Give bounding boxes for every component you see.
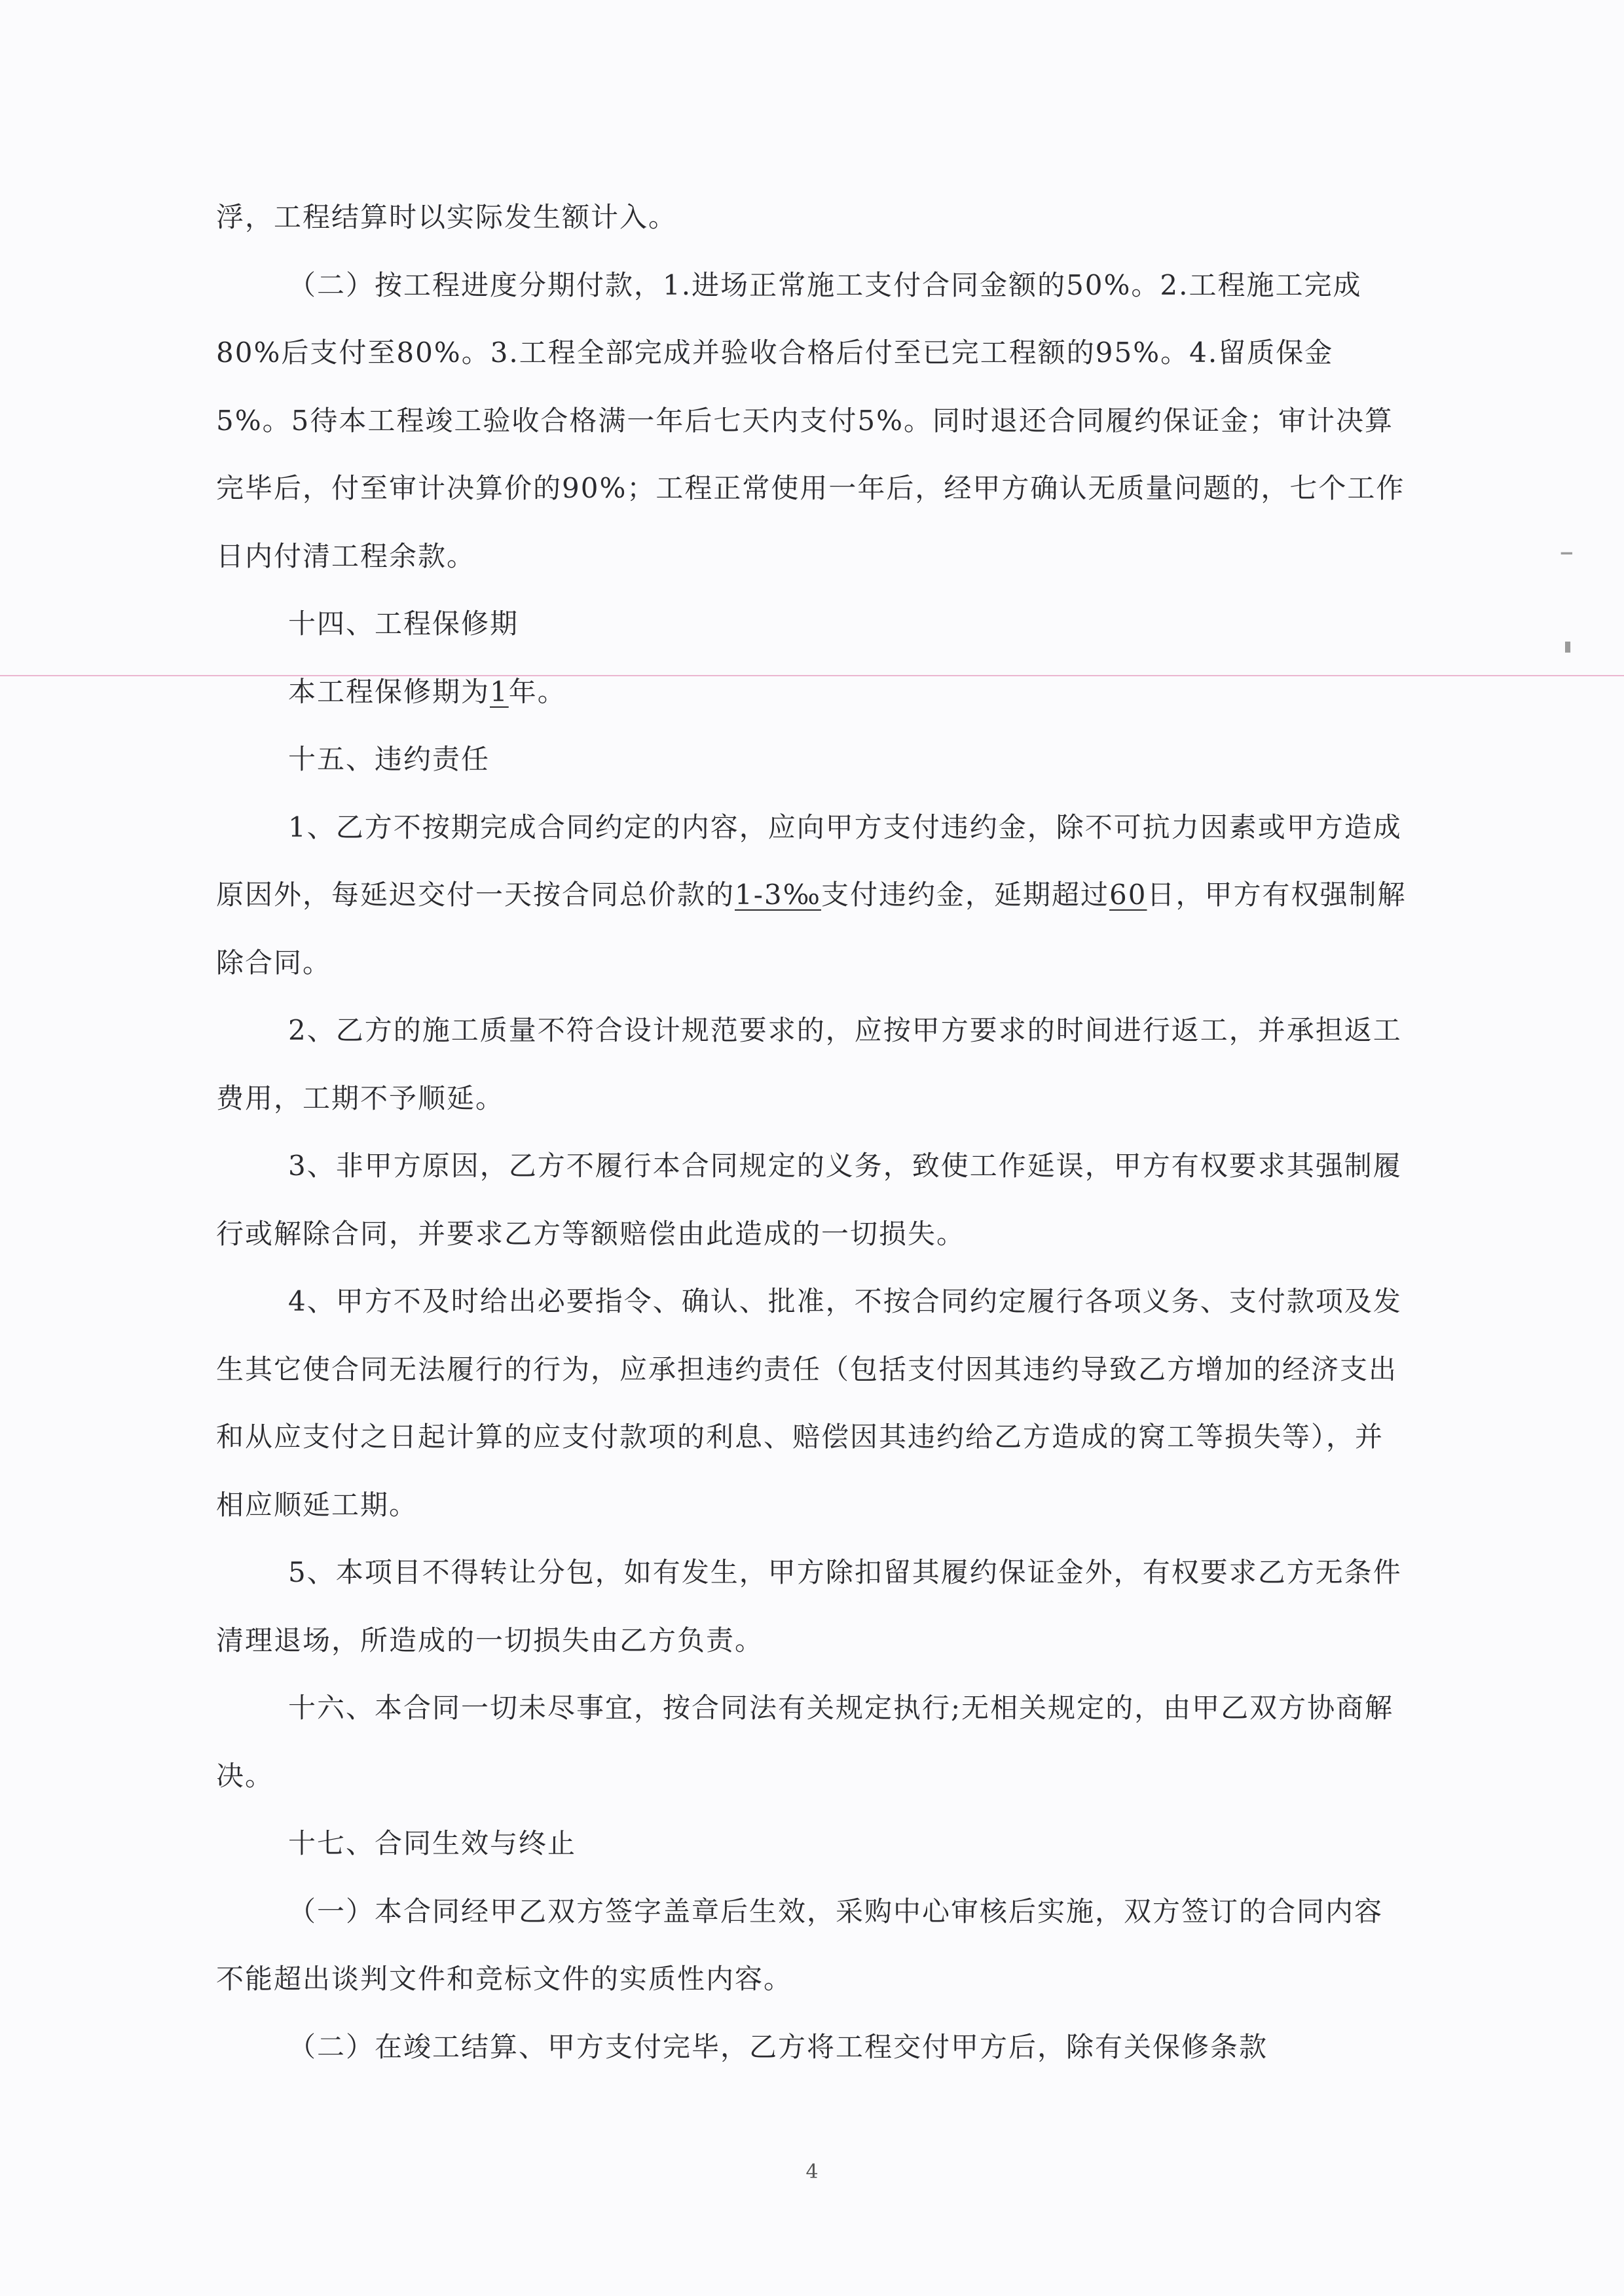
paragraph-liability-item-5: 5、本项目不得转让分包，如有发生，甲方除扣留其履约保证金外，有权要求乙方无条件清理退场，所造成的一切损失由乙方负责。 bbox=[216, 1556, 1402, 1656]
document-body bbox=[216, 183, 1408, 2081]
delay-days-value: 60 bbox=[1109, 879, 1147, 911]
paragraph-liability-item-1 bbox=[216, 793, 1408, 997]
paragraph-effect-2: （二）在竣工结算、甲方支付完毕，乙方将工程交付甲方后，除有关保修条款 bbox=[288, 2030, 1268, 2063]
warranty-text: 本工程保修期为 bbox=[288, 675, 490, 708]
paragraph-warranty-term bbox=[216, 658, 1408, 726]
heading-warranty-period: 十四、工程保修期 bbox=[288, 608, 519, 640]
item1-text: 1、乙方不按期完成合同约定的内容，应向甲方支付违约金，除不可抗力因素或甲方造成原因外，每延迟交付一天按合同总价款的 bbox=[216, 811, 1402, 911]
paragraph-payment-continuation: 浮，工程结算时以实际发生额计入。 bbox=[216, 201, 678, 233]
item1-text-end: 日，甲方有权强制解除合同。 bbox=[216, 879, 1407, 979]
paragraph-effect-1: （一）本合同经甲乙双方签字盖章后生效，采购中心审核后实施，双方签订的合同内容不能超出谈判文件和竞标文件的实质性内容。 bbox=[216, 1895, 1384, 1995]
paragraph-liability-item-2: 2、乙方的施工质量不符合设计规范要求的，应按甲方要求的时间进行返工，并承担返工费用，工期不予顺延。 bbox=[216, 1014, 1402, 1114]
heading-effect-termination: 十七、合同生效与终止 bbox=[288, 1827, 577, 1859]
scan-speck: ▔ bbox=[1561, 553, 1572, 570]
scan-speck: ▮ bbox=[1564, 638, 1572, 655]
paragraph-liability-item-3: 3、非甲方原因，乙方不履行本合同规定的义务，致使工作延误，甲方有权要求其强制履行或解除合同，并要求乙方等额赔偿由此造成的一切损失。 bbox=[216, 1150, 1402, 1250]
penalty-rate-value: 1-3‰ bbox=[735, 879, 822, 911]
paragraph-installment-payment: （二）按工程进度分期付款，1.进场正常施工支付合同金额的50%。2.工程施工完成80%后支付至80%。3.工程全部完成并验收合格后付至已完工程额的95%。4.留质保金5%。5待本工程竣工验收合格满一年后七天内支付5%。同时退还合同履约保证金；审计决算完毕后，付至审计决算价的90%；工程正常使用一年后，经甲方确认无质量问题的，七个工作日内付清工程余款。 bbox=[216, 268, 1405, 572]
paragraph-liability-item-4: 4、甲方不及时给出必要指令、确认、批准，不按合同约定履行各项义务、支付款项及发生其它使合同无法履行的行为，应承担违约责任（包括支付因其违约导致乙方增加的经济支出和从应支付之日起计算的应支付款项的利息、赔偿因其违约给乙方造成的窝工等损失等），并相应顺延工期。 bbox=[216, 1285, 1402, 1521]
paragraph-unresolved-matters: 十六、本合同一切未尽事宜，按合同法有关规定执行;无相关规定的，由甲乙双方协商解决。 bbox=[216, 1692, 1394, 1792]
page-number: 4 bbox=[805, 2160, 819, 2183]
warranty-text-end: 年。 bbox=[508, 675, 566, 708]
item1-text-mid: 支付违约金，延期超过 bbox=[821, 879, 1110, 911]
warranty-years-value: 1 bbox=[490, 675, 509, 708]
heading-liability: 十五、违约责任 bbox=[288, 743, 490, 775]
